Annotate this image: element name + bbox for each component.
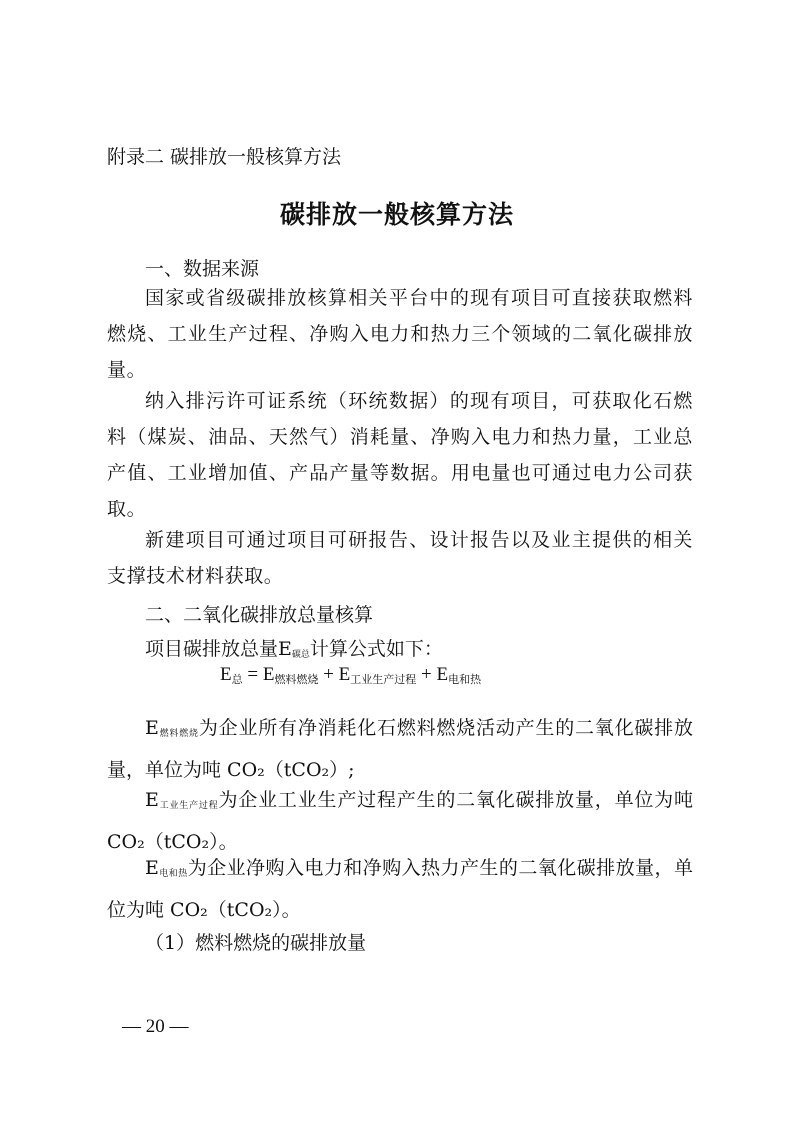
definition-fuel-combustion: E燃料燃烧为企业所有净消耗化石燃料燃烧活动产生的二氧化碳排放量，单位为吨 CO₂（tCO₂）; [107, 717, 693, 781]
paragraph-platform-data: 国家或省级碳排放核算相关平台中的现有项目可直接获取燃料燃烧、工业生产过程、净购入电力和热力三个领域的二氧化碳排放量。 [107, 287, 693, 381]
document-title: 碳排放一般核算方法 [279, 200, 514, 229]
paragraph-permit-data: 纳入排污许可证系统（环统数据）的现有项目，可获取化石燃料（煤炭、油品、天然气）消耗量、净购入电力和热力量，工业总产值、工业增加值、产品产量等数据。用电量也可通过电力公司获取。 [107, 390, 693, 520]
formula-intro: 项目碳排放总量E碳总计算公式如下： [145, 638, 443, 660]
definition-electricity-heat: E电和热为企业净购入电力和净购入热力产生的二氧化碳排放量，单位为吨 CO₂（tCO₂）。 [107, 857, 693, 921]
section-heading-data-sources: 一、数据来源 [145, 258, 260, 280]
item-fuel-combustion-heading: （1）燃料燃烧的碳排放量 [145, 932, 367, 954]
paragraph-new-project: 新建项目可通过项目可研报告、设计报告以及业主提供的相关支撑技术材料获取。 [107, 529, 693, 587]
total-emission-formula: $E_总 = E_{燃料燃烧} + E_{工业生产过程} + E_{电和热}$ [220, 664, 482, 686]
section-heading-total-emissions: 二、二氧化碳排放总量核算 [145, 604, 374, 626]
appendix-label: 附录二 碳排放一般核算方法 [107, 146, 342, 168]
page-number: — 20 — [122, 1016, 189, 1037]
definition-industrial-process: E工业生产过程为企业工业生产过程产生的二氧化碳排放量，单位为吨 CO₂（tCO₂）。 [107, 789, 693, 853]
